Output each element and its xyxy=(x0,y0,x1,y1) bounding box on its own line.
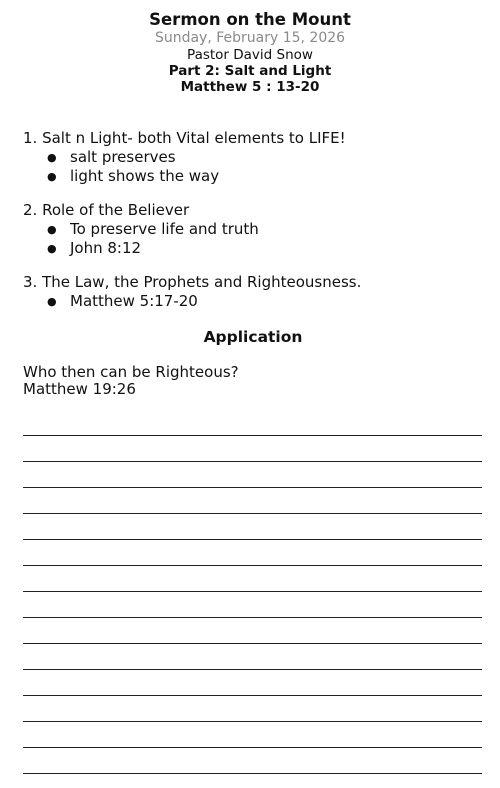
note-line[interactable] xyxy=(23,618,482,644)
point-heading: 2. Role of the Believer xyxy=(23,201,190,219)
outline-point xyxy=(23,201,483,258)
note-line[interactable] xyxy=(23,410,482,436)
note-line[interactable] xyxy=(23,436,482,462)
note-line[interactable] xyxy=(23,592,482,618)
note-line[interactable] xyxy=(23,462,482,488)
note-line[interactable] xyxy=(23,514,482,540)
bullet-item: ● To preserve life and truth xyxy=(70,220,483,239)
note-line[interactable] xyxy=(23,748,482,774)
bullet-item: ● John 8:12 xyxy=(70,239,483,258)
outline-point xyxy=(23,129,483,186)
application-heading: Application xyxy=(203,328,303,346)
bullet-item: ● salt preserves xyxy=(70,148,483,167)
sermon-title: Sermon on the Mount xyxy=(149,10,351,29)
note-line[interactable] xyxy=(23,670,482,696)
bullet-item: ● Matthew 5:17-20 xyxy=(70,292,483,311)
bullet-item: ● light shows the way xyxy=(70,167,483,186)
note-line[interactable] xyxy=(23,540,482,566)
bullet-list xyxy=(23,220,483,258)
note-line[interactable] xyxy=(23,488,482,514)
application-question: Who then can be Righteous? xyxy=(23,363,239,381)
point-heading: 3. The Law, the Prophets and Righteousness. xyxy=(23,273,362,291)
point-heading: 1. Salt n Light- both Vital elements to LIFE! xyxy=(23,129,346,147)
sermon-date: Sunday, February 15, 2026 xyxy=(154,30,346,46)
sermon-header xyxy=(0,10,500,95)
note-line[interactable] xyxy=(23,722,482,748)
note-lines xyxy=(23,410,482,774)
bullet-list xyxy=(23,292,483,311)
outline-point xyxy=(23,273,483,311)
pastor-name: Pastor David Snow xyxy=(187,47,313,63)
application-reference: Matthew 19:26 xyxy=(23,380,136,398)
note-line[interactable] xyxy=(23,566,482,592)
scripture-reference: Matthew 5 : 13-20 xyxy=(180,79,320,95)
sermon-outline xyxy=(23,129,483,398)
note-line[interactable] xyxy=(23,644,482,670)
bullet-list xyxy=(23,148,483,186)
note-line[interactable] xyxy=(23,696,482,722)
sermon-part: Part 2: Salt and Light xyxy=(168,63,332,79)
